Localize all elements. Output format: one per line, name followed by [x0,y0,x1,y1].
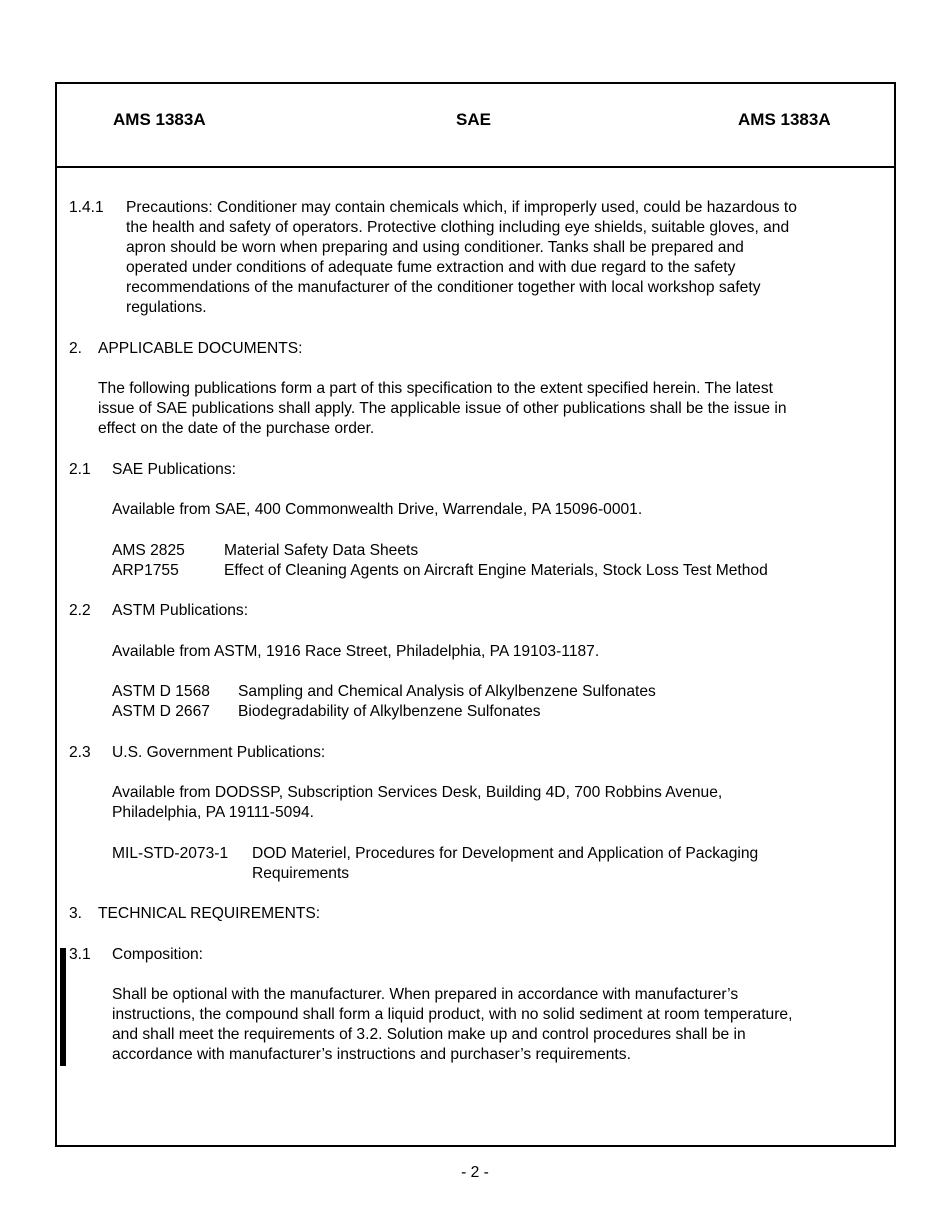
reference-title: Requirements [252,865,350,882]
paragraph-line: and shall meet the requirements of 3.2. Solution make up and control procedures shall be in [112,1026,746,1043]
section-number: 2.3 [69,744,91,761]
section-heading: ASTM Publications: [112,602,249,619]
section-number: 1.4.1 [69,199,104,216]
section-heading: TECHNICAL REQUIREMENTS: [98,905,321,922]
page-number: - 2 - [461,1164,489,1181]
section-heading: APPLICABLE DOCUMENTS: [98,340,303,357]
paragraph-line: operated under conditions of adequate fume extraction and with due regard to the safety [126,259,736,276]
section-number: 3. [69,905,83,922]
section-heading: SAE Publications: [112,461,236,478]
header-doc-id-left: AMS 1383A [113,110,206,129]
availability-text: Available from ASTM, 1916 Race Street, Philadelphia, PA 19103-1187. [112,643,600,660]
paragraph-line: issue of SAE publications shall apply. The applicable issue of other publications shall be the issue in [98,400,787,417]
section-number: 2.2 [69,602,91,619]
reference-code: ASTM D 2667 [112,703,210,720]
availability-text: Available from SAE, 400 Commonwealth Drive, Warrendale, PA 15096-0001. [112,501,643,518]
paragraph-line: the health and safety of operators. Protective clothing including eye shields, suitable gloves, and [126,219,790,236]
paragraph-line: Shall be optional with the manufacturer. When prepared in accordance with manufacturer’s [112,986,739,1003]
reference-title: Biodegradability of Alkylbenzene Sulfonates [238,703,541,720]
section-number: 2.1 [69,461,91,478]
paragraph-line: effect on the date of the purchase order. [98,420,375,437]
paragraph-line: recommendations of the manufacturer of the conditioner together with local workshop safety [126,279,761,296]
section-heading: U.S. Government Publications: [112,744,326,761]
section-heading: Composition: [112,946,204,963]
document-header [57,84,894,168]
reference-code: MIL-STD-2073-1 [112,845,229,862]
reference-code: ASTM D 1568 [112,683,210,700]
reference-code: AMS 2825 [112,542,185,559]
availability-text: Available from DODSSP, Subscription Services Desk, Building 4D, 700 Robbins Avenue, [112,784,723,801]
paragraph-line: apron should be worn when preparing and using conditioner. Tanks shall be prepared and [126,239,744,256]
paragraph-line: The following publications form a part of this specification to the extent specified herein. The latest [98,380,773,397]
paragraph-line: instructions, the compound shall form a liquid product, with no solid sediment at room temperature, [112,1006,793,1023]
section-number: 3.1 [69,946,91,963]
reference-title: Material Safety Data Sheets [224,542,419,559]
reference-code: ARP1755 [112,562,179,579]
paragraph-line: Precautions: Conditioner may contain chemicals which, if improperly used, could be hazardous to [126,199,797,216]
reference-title: DOD Materiel, Procedures for Development and Application of Packaging [252,845,759,862]
availability-text: Philadelphia, PA 19111-5094. [112,804,315,821]
section-number: 2. [69,340,83,357]
revision-change-bar [60,948,66,1066]
reference-title: Effect of Cleaning Agents on Aircraft Engine Materials, Stock Loss Test Method [224,562,768,579]
header-org: SAE [456,110,491,129]
paragraph-line: accordance with manufacturer’s instructions and purchaser’s requirements. [112,1046,631,1063]
paragraph-line: regulations. [126,299,207,316]
reference-title: Sampling and Chemical Analysis of Alkylbenzene Sulfonates [238,683,656,700]
header-doc-id-right: AMS 1383A [738,110,831,129]
